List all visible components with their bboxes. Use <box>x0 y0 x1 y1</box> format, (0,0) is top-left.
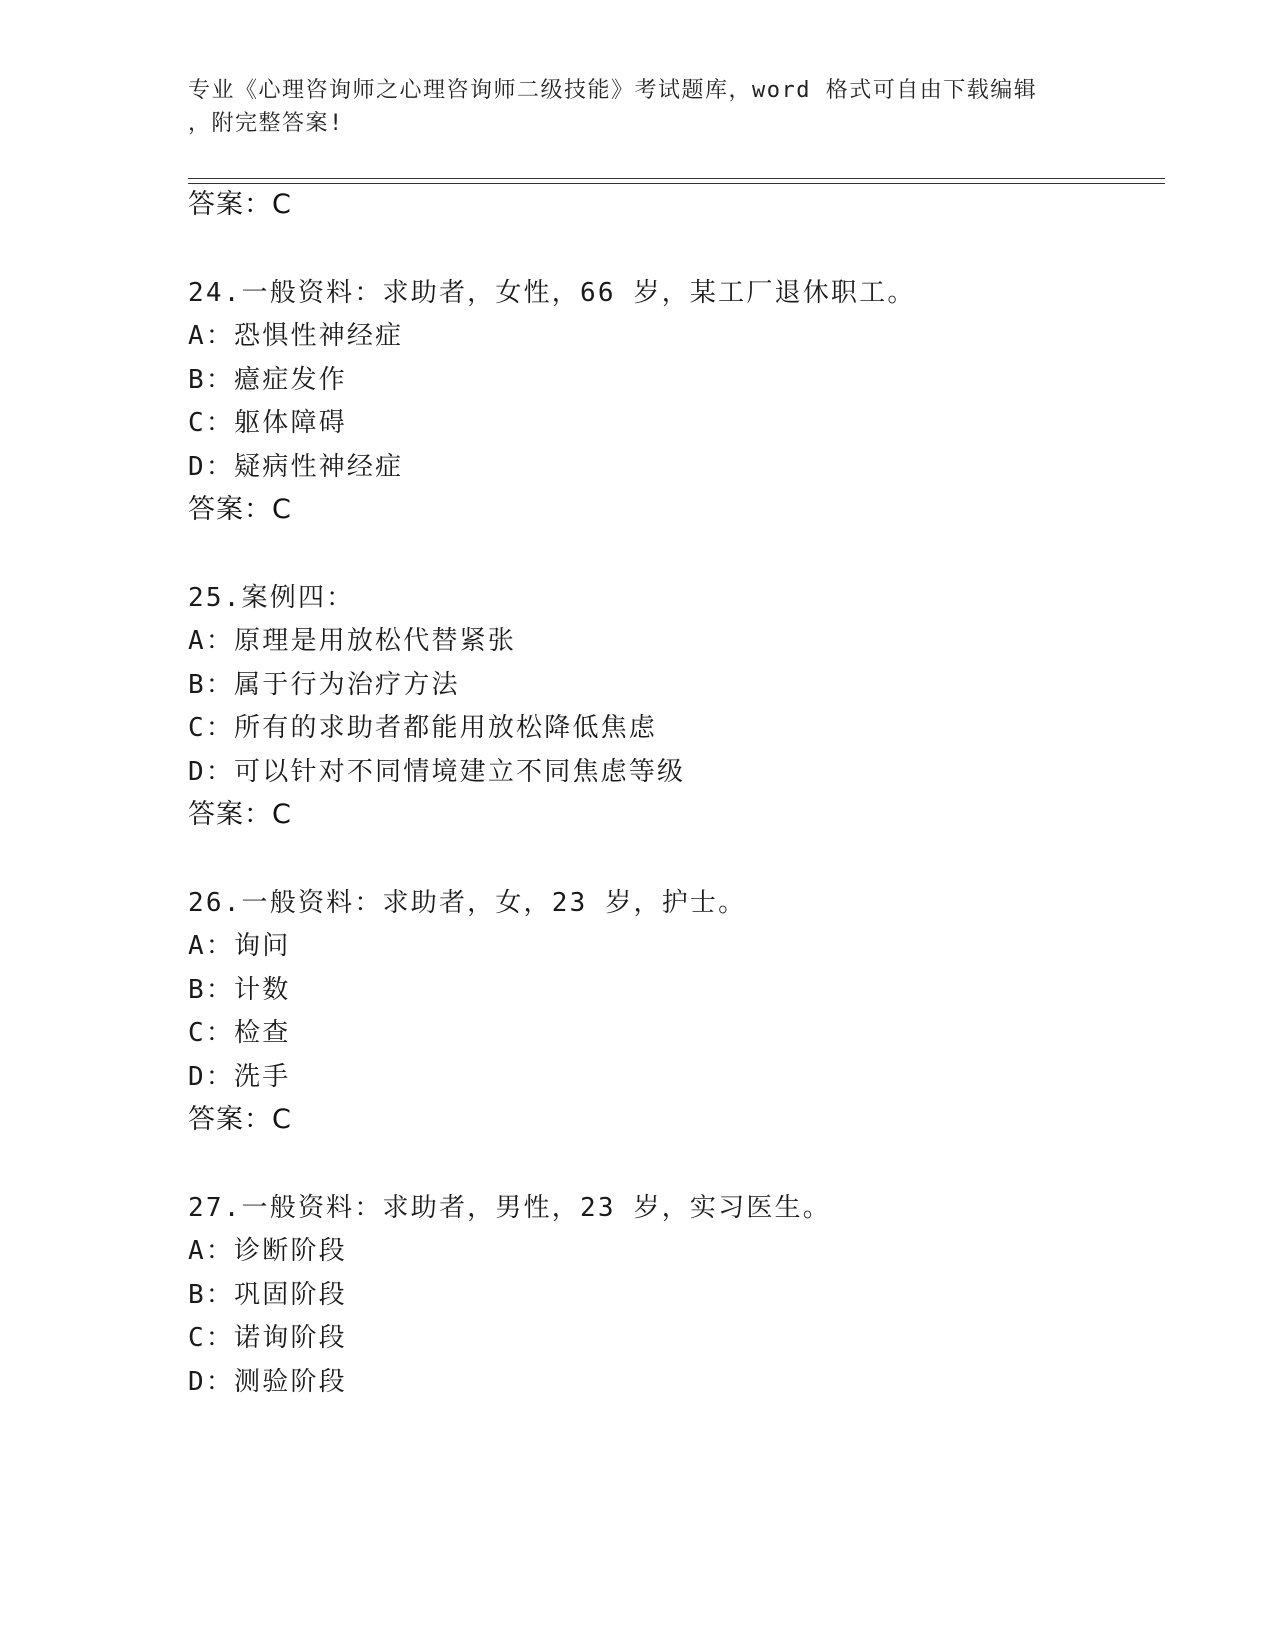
answer-line: 答案：C <box>188 494 292 525</box>
document-header <box>188 74 1088 140</box>
option-d: D：疑病性神经症 <box>188 452 404 482</box>
option-b: B：巩固阶段 <box>188 1280 347 1310</box>
option-b: B：癔症发作 <box>188 365 347 395</box>
answer-line: 答案：C <box>188 189 292 220</box>
option-d: D：洗手 <box>188 1062 291 1092</box>
option-b: B：计数 <box>188 975 291 1005</box>
question-stem: 26.一般资料：求助者，女，23 岁，护士。 <box>188 888 747 918</box>
option-b: B：属于行为治疗方法 <box>188 670 460 700</box>
question-stem: 24.一般资料：求助者，女性，66 岁，某工厂退休职工。 <box>188 278 916 308</box>
answer-line: 答案：C <box>188 799 292 830</box>
header-line-1: 专业《心理咨询师之心理咨询师二级技能》考试题库，word 格式可自由下载编辑 <box>188 78 1038 103</box>
option-c: C：诺询阶段 <box>188 1323 347 1353</box>
header-divider-top <box>188 178 1165 179</box>
option-c: C：所有的求助者都能用放松降低焦虑 <box>188 713 658 743</box>
option-a: A：诊断阶段 <box>188 1236 347 1266</box>
option-a: A：原理是用放松代替紧张 <box>188 626 517 656</box>
header-line-2: ，附完整答案! <box>188 111 344 136</box>
option-a: A：询问 <box>188 931 291 961</box>
option-a: A：恐惧性神经症 <box>188 321 404 351</box>
answer-line: 答案：C <box>188 1104 292 1135</box>
option-c: C：躯体障碍 <box>188 408 347 438</box>
option-d: D：测验阶段 <box>188 1367 347 1397</box>
option-d: D：可以针对不同情境建立不同焦虑等级 <box>188 757 686 787</box>
option-c: C：检查 <box>188 1018 291 1048</box>
header-divider-bottom <box>188 183 1165 184</box>
question-stem: 25.案例四： <box>188 583 355 613</box>
question-stem: 27.一般资料：求助者，男性，23 岁，实习医生。 <box>188 1193 831 1223</box>
